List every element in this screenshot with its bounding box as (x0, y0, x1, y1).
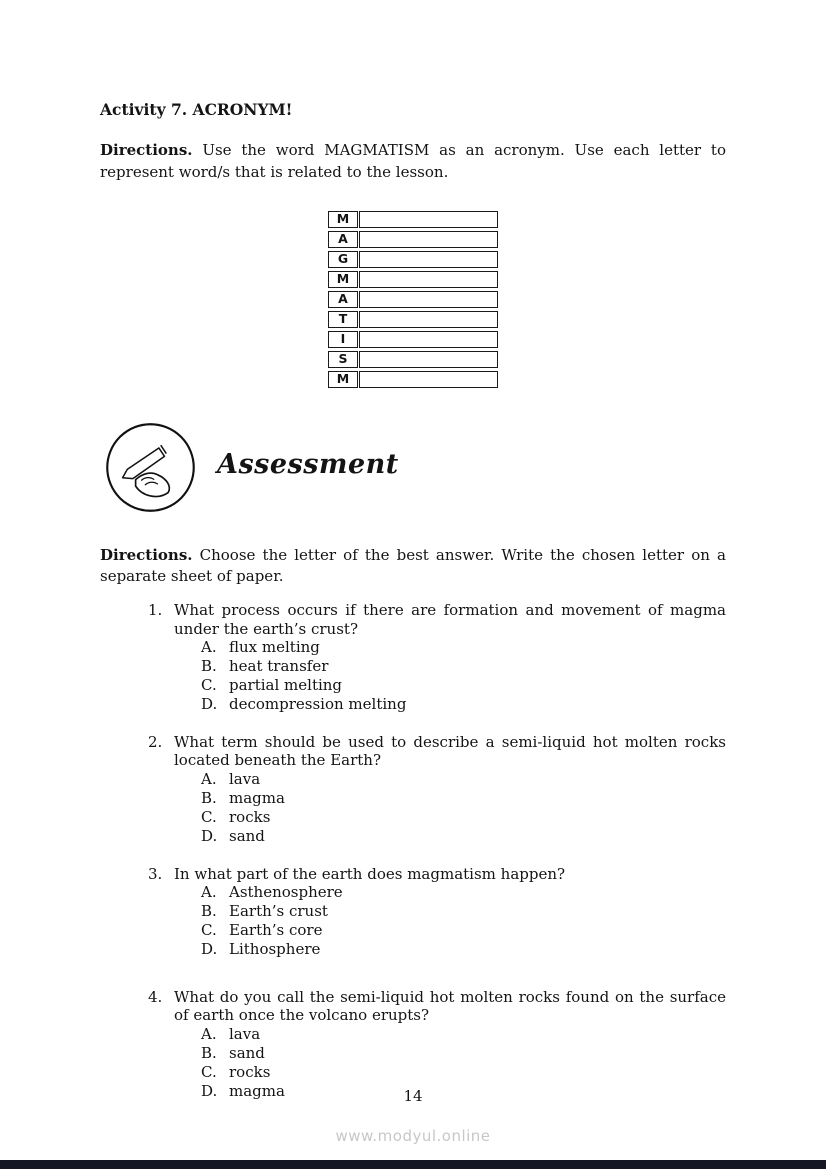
question-number: 4. (148, 987, 163, 1006)
answer-option (201, 921, 726, 940)
acronym-row (328, 331, 498, 348)
option-text: lava (229, 769, 261, 788)
option-text: Earth’s core (229, 920, 323, 939)
acronym-answer-box[interactable] (359, 351, 498, 368)
question-4 (148, 988, 726, 1101)
option-text: Earth’s crust (229, 901, 328, 920)
writing-hand-icon (104, 421, 197, 514)
option-letter: D. (201, 826, 218, 845)
acronym-letter: I (328, 331, 358, 348)
option-letter: C. (201, 675, 217, 694)
acronym-row (328, 311, 498, 328)
directions-text: Choose the letter of the best answer. Write the chosen letter on a separate sheet of paper. (100, 545, 726, 586)
page-number: 14 (403, 1087, 423, 1105)
directions-text: Use the word MAGMATISM as an acronym. Use each letter to represent word/s that is related to the lesson. (100, 141, 726, 181)
option-letter: A. (201, 1024, 217, 1043)
option-text: magma (229, 1081, 285, 1100)
option-text: lava (229, 1024, 261, 1043)
acronym-table (328, 211, 498, 388)
question-text: What process occurs if there are formation and movement of magma under the earth’s crust? (174, 601, 726, 638)
option-text: heat transfer (229, 657, 329, 676)
acronym-letter: A (328, 291, 358, 308)
question-number: 1. (148, 601, 163, 619)
option-letter: B. (201, 1043, 217, 1062)
question-body (174, 988, 726, 1101)
question-body (174, 865, 726, 959)
acronym-row (328, 271, 498, 288)
assessment-heading: Assessment (217, 448, 399, 480)
acronym-answer-box[interactable] (359, 231, 498, 248)
question-text: What do you call the semi-liquid hot molten rocks found on the surface of earth once the volcano erupts? (174, 987, 726, 1025)
question-3 (148, 865, 726, 959)
answer-option (201, 883, 726, 902)
activity-title: Activity 7. ACRONYM! (100, 100, 293, 119)
answer-option (201, 827, 726, 846)
option-letter: A. (201, 769, 217, 788)
answer-option (201, 1025, 726, 1044)
acronym-answer-box[interactable] (359, 331, 498, 348)
option-letter: B. (201, 901, 217, 920)
question-list (100, 601, 726, 1100)
acronym-answer-box[interactable] (359, 271, 498, 288)
option-letter: D. (201, 694, 218, 713)
option-text: magma (229, 788, 285, 807)
question-1 (148, 601, 726, 714)
option-letter: A. (201, 883, 217, 902)
option-text: flux melting (229, 638, 320, 657)
question-text: What term should be used to describe a semi-liquid hot molten rocks located beneath the Earth? (174, 732, 726, 770)
option-letter: A. (201, 638, 217, 657)
acronym-letter: S (328, 351, 358, 368)
acronym-letter: M (328, 211, 358, 228)
answer-option (201, 676, 726, 695)
question-body (174, 601, 726, 714)
option-letter: D. (201, 939, 218, 958)
acronym-letter: A (328, 231, 358, 248)
option-text: Lithosphere (229, 939, 321, 958)
question-body (174, 733, 726, 846)
acronym-letter: M (328, 371, 358, 388)
question-number: 2. (148, 732, 163, 751)
answer-option (201, 902, 726, 921)
acronym-answer-box[interactable] (359, 211, 498, 228)
acronym-answer-box[interactable] (359, 251, 498, 268)
activity-directions (100, 140, 726, 184)
acronym-answer-box[interactable] (359, 291, 498, 308)
option-letter: C. (201, 1062, 217, 1081)
option-letter: B. (201, 788, 217, 807)
answer-option (201, 808, 726, 827)
bottom-bar (0, 1160, 826, 1169)
answer-option (201, 657, 726, 676)
answer-option (201, 770, 726, 789)
option-text: rocks (229, 1062, 271, 1081)
acronym-row (328, 231, 498, 248)
option-letter: C. (201, 920, 217, 939)
acronym-row (328, 371, 498, 388)
answer-option (201, 638, 726, 657)
option-text: Asthenosphere (229, 883, 343, 902)
answer-option (201, 789, 726, 808)
answer-option (201, 940, 726, 959)
option-text: decompression melting (229, 694, 407, 713)
option-text: partial melting (229, 675, 343, 694)
answer-option (201, 1063, 726, 1082)
acronym-row (328, 251, 498, 268)
acronym-row (328, 351, 498, 368)
answer-option (201, 1044, 726, 1063)
acronym-letter: G (328, 251, 358, 268)
directions-label: Directions. (100, 545, 193, 564)
question-number: 3. (148, 864, 163, 883)
question-2 (148, 733, 726, 846)
acronym-row (328, 291, 498, 308)
question-text: In what part of the earth does magmatism happen? (174, 864, 566, 883)
answer-option (201, 695, 726, 714)
assessment-header (104, 421, 726, 514)
acronym-letter: T (328, 311, 358, 328)
option-text: rocks (229, 807, 271, 826)
assessment-directions (100, 545, 726, 589)
acronym-letter: M (328, 271, 358, 288)
watermark: www.modyul.online (335, 1127, 491, 1145)
option-letter: B. (201, 657, 217, 676)
option-text: sand (229, 826, 265, 845)
option-text: sand (229, 1043, 265, 1062)
acronym-row (328, 211, 498, 228)
directions-label: Directions. (100, 141, 193, 159)
option-letter: C. (201, 807, 217, 826)
option-letter: D. (201, 1081, 218, 1100)
acronym-answer-box[interactable] (359, 371, 498, 388)
acronym-answer-box[interactable] (359, 311, 498, 328)
